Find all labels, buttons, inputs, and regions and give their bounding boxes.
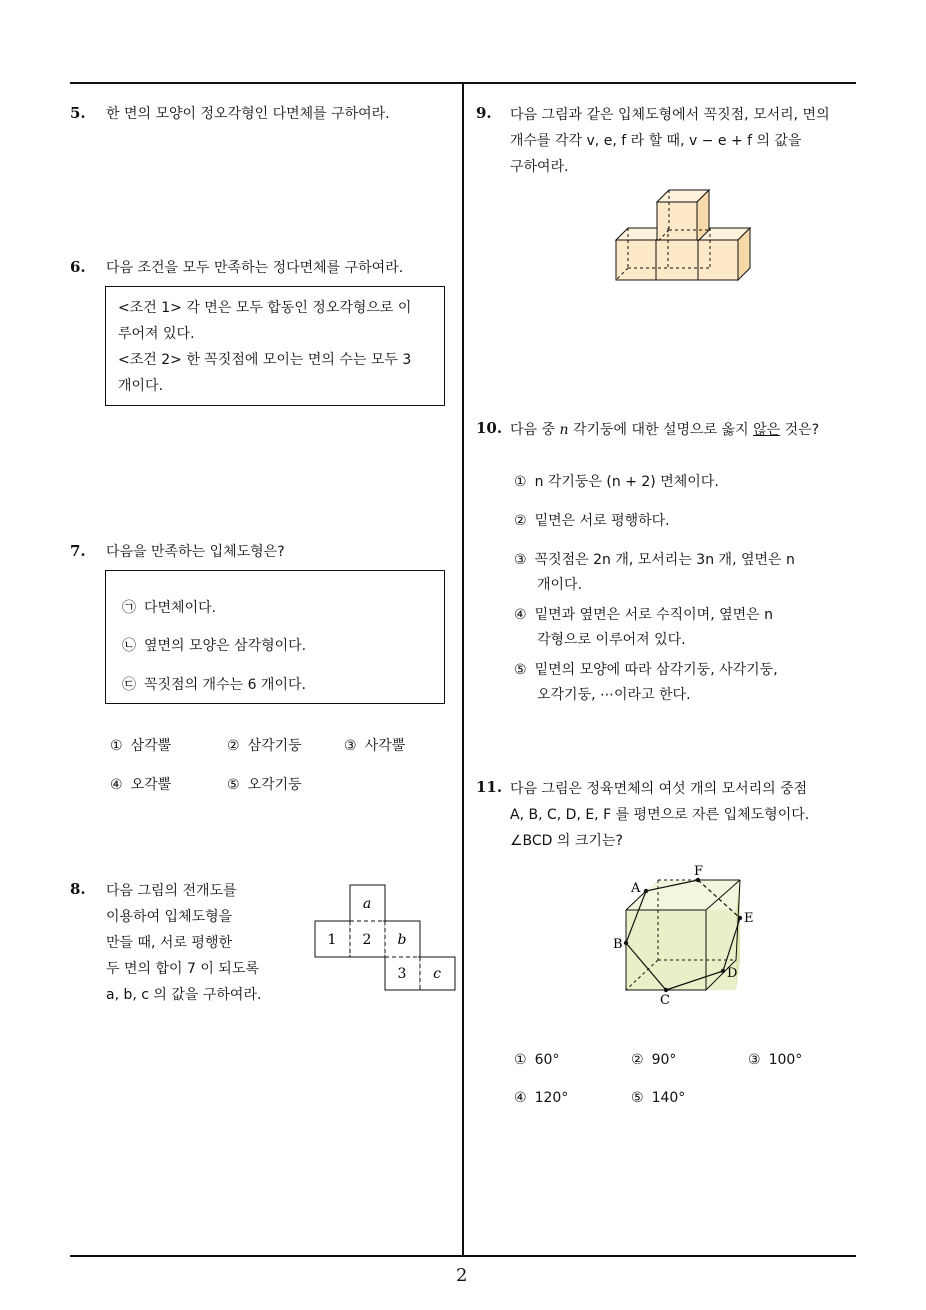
answer-option[interactable]: ③ 사각뿔 — [344, 738, 406, 754]
net-label-3: 3 — [397, 966, 407, 982]
answer-option[interactable]: ④ 120° — [514, 1090, 569, 1106]
question-text-line: 만들 때, 서로 평행한 — [106, 935, 232, 951]
condition-line: <조건 1> 각 면은 모두 합동인 정오각형으로 이 — [118, 300, 412, 316]
point-label-B: B — [613, 937, 623, 952]
condition-line: <조건 2> 한 꼭짓점에 모이는 면의 수는 모두 3 — [118, 352, 412, 368]
condition-item: ㉠ 다면체이다. — [122, 600, 217, 616]
answer-option[interactable]: ① 60° — [514, 1052, 560, 1068]
question-text-line: A, B, C, D, E, F 를 평면으로 자른 입체도형이다. — [510, 807, 810, 823]
question-text: 다음 중 n 각기둥에 대한 설명으로 옳지 않은 것은? — [510, 422, 820, 438]
question-number: 6. — [70, 258, 86, 276]
answer-option-continuation: 개이다. — [537, 577, 583, 593]
answer-option[interactable]: ③ 100° — [748, 1052, 803, 1068]
question-number: 11. — [476, 778, 503, 796]
cube-net-figure — [310, 880, 470, 1000]
answer-option[interactable]: ② 90° — [631, 1052, 677, 1068]
answer-option[interactable]: ④ 오각뿔 — [110, 777, 172, 793]
net-label-c: c — [433, 966, 441, 982]
condition-item: ㉡ 옆면의 모양은 삼각형이다. — [122, 638, 307, 654]
question-number: 10. — [476, 419, 503, 437]
question-number: 9. — [476, 104, 492, 122]
question-number: 5. — [70, 104, 86, 122]
answer-option[interactable]: ⑤ 오각기둥 — [227, 777, 302, 793]
point-label-A: A — [631, 881, 641, 896]
net-label-2: 2 — [362, 932, 372, 948]
question-number: 7. — [70, 542, 86, 560]
answer-option[interactable]: ⑤ 140° — [631, 1090, 686, 1106]
net-label-b: b — [397, 932, 407, 948]
question-text-line: 다음 그림의 전개도를 — [106, 883, 237, 899]
net-label-1: 1 — [327, 932, 337, 948]
answer-option[interactable]: ② 밑면은 서로 평행하다. — [514, 513, 670, 529]
question-text-line: 구하여라. — [510, 159, 569, 175]
point-label-E: E — [744, 911, 754, 926]
point-label-D: D — [727, 966, 738, 981]
question-text-line: 다음 그림은 정육면체의 여섯 개의 모서리의 중점 — [510, 781, 808, 797]
answer-option-continuation: 각형으로 이루어져 있다. — [537, 632, 686, 648]
question-number: 8. — [70, 880, 86, 898]
answer-option[interactable]: ① 삼각뿔 — [110, 738, 172, 754]
net-label-a: a — [362, 896, 372, 912]
question-text: 한 면의 모양이 정오각형인 다면체를 구하여라. — [106, 106, 390, 122]
question-text-line: 이용하여 입체도형을 — [106, 909, 233, 925]
question-text: 다음을 만족하는 입체도형은? — [106, 544, 285, 560]
bottom-rule — [70, 1255, 856, 1257]
question-text-line: ∠BCD 의 크기는? — [510, 833, 623, 849]
question-text-line: 다음 그림과 같은 입체도형에서 꼭짓점, 모서리, 면의 — [510, 107, 830, 123]
answer-option[interactable]: ③ 꼭짓점은 2n 개, 모서리는 3n 개, 옆면은 n — [514, 552, 795, 568]
point-label-C: C — [660, 993, 670, 1008]
page-number: 2 — [456, 1265, 468, 1286]
question-text: 다음 조건을 모두 만족하는 정다면체를 구하여라. — [106, 260, 404, 276]
condition-line: 루어져 있다. — [118, 326, 195, 342]
underlined-keyword: 않은 — [753, 422, 781, 438]
stacked-cubes-figure — [610, 186, 760, 286]
answer-option-continuation: 오각기둥, ⋯이라고 한다. — [537, 687, 691, 703]
answer-option[interactable]: ⑤ 밑면의 모양에 따라 삼각기둥, 사각기둥, — [514, 662, 778, 678]
condition-box — [105, 570, 445, 704]
answer-option[interactable]: ② 삼각기둥 — [227, 738, 302, 754]
condition-box — [105, 286, 445, 406]
answer-option[interactable]: ④ 밑면과 옆면은 서로 수직이며, 옆면은 n — [514, 607, 773, 623]
column-divider — [462, 82, 464, 1257]
question-text-line: 두 면의 합이 7 이 되도록 — [106, 961, 259, 977]
truncated-cube-figure — [606, 858, 776, 1008]
condition-item: ㉢ 꼭짓점의 개수는 6 개이다. — [122, 677, 306, 693]
question-text-line: a, b, c 의 값을 구하여라. — [106, 987, 262, 1003]
condition-line: 개이다. — [118, 378, 164, 394]
question-text-line: 개수를 각각 v, e, f 라 할 때, v − e + f 의 값을 — [510, 133, 802, 149]
point-label-F: F — [694, 864, 704, 879]
answer-option[interactable]: ① n 각기둥은 (n + 2) 면체이다. — [514, 474, 719, 490]
